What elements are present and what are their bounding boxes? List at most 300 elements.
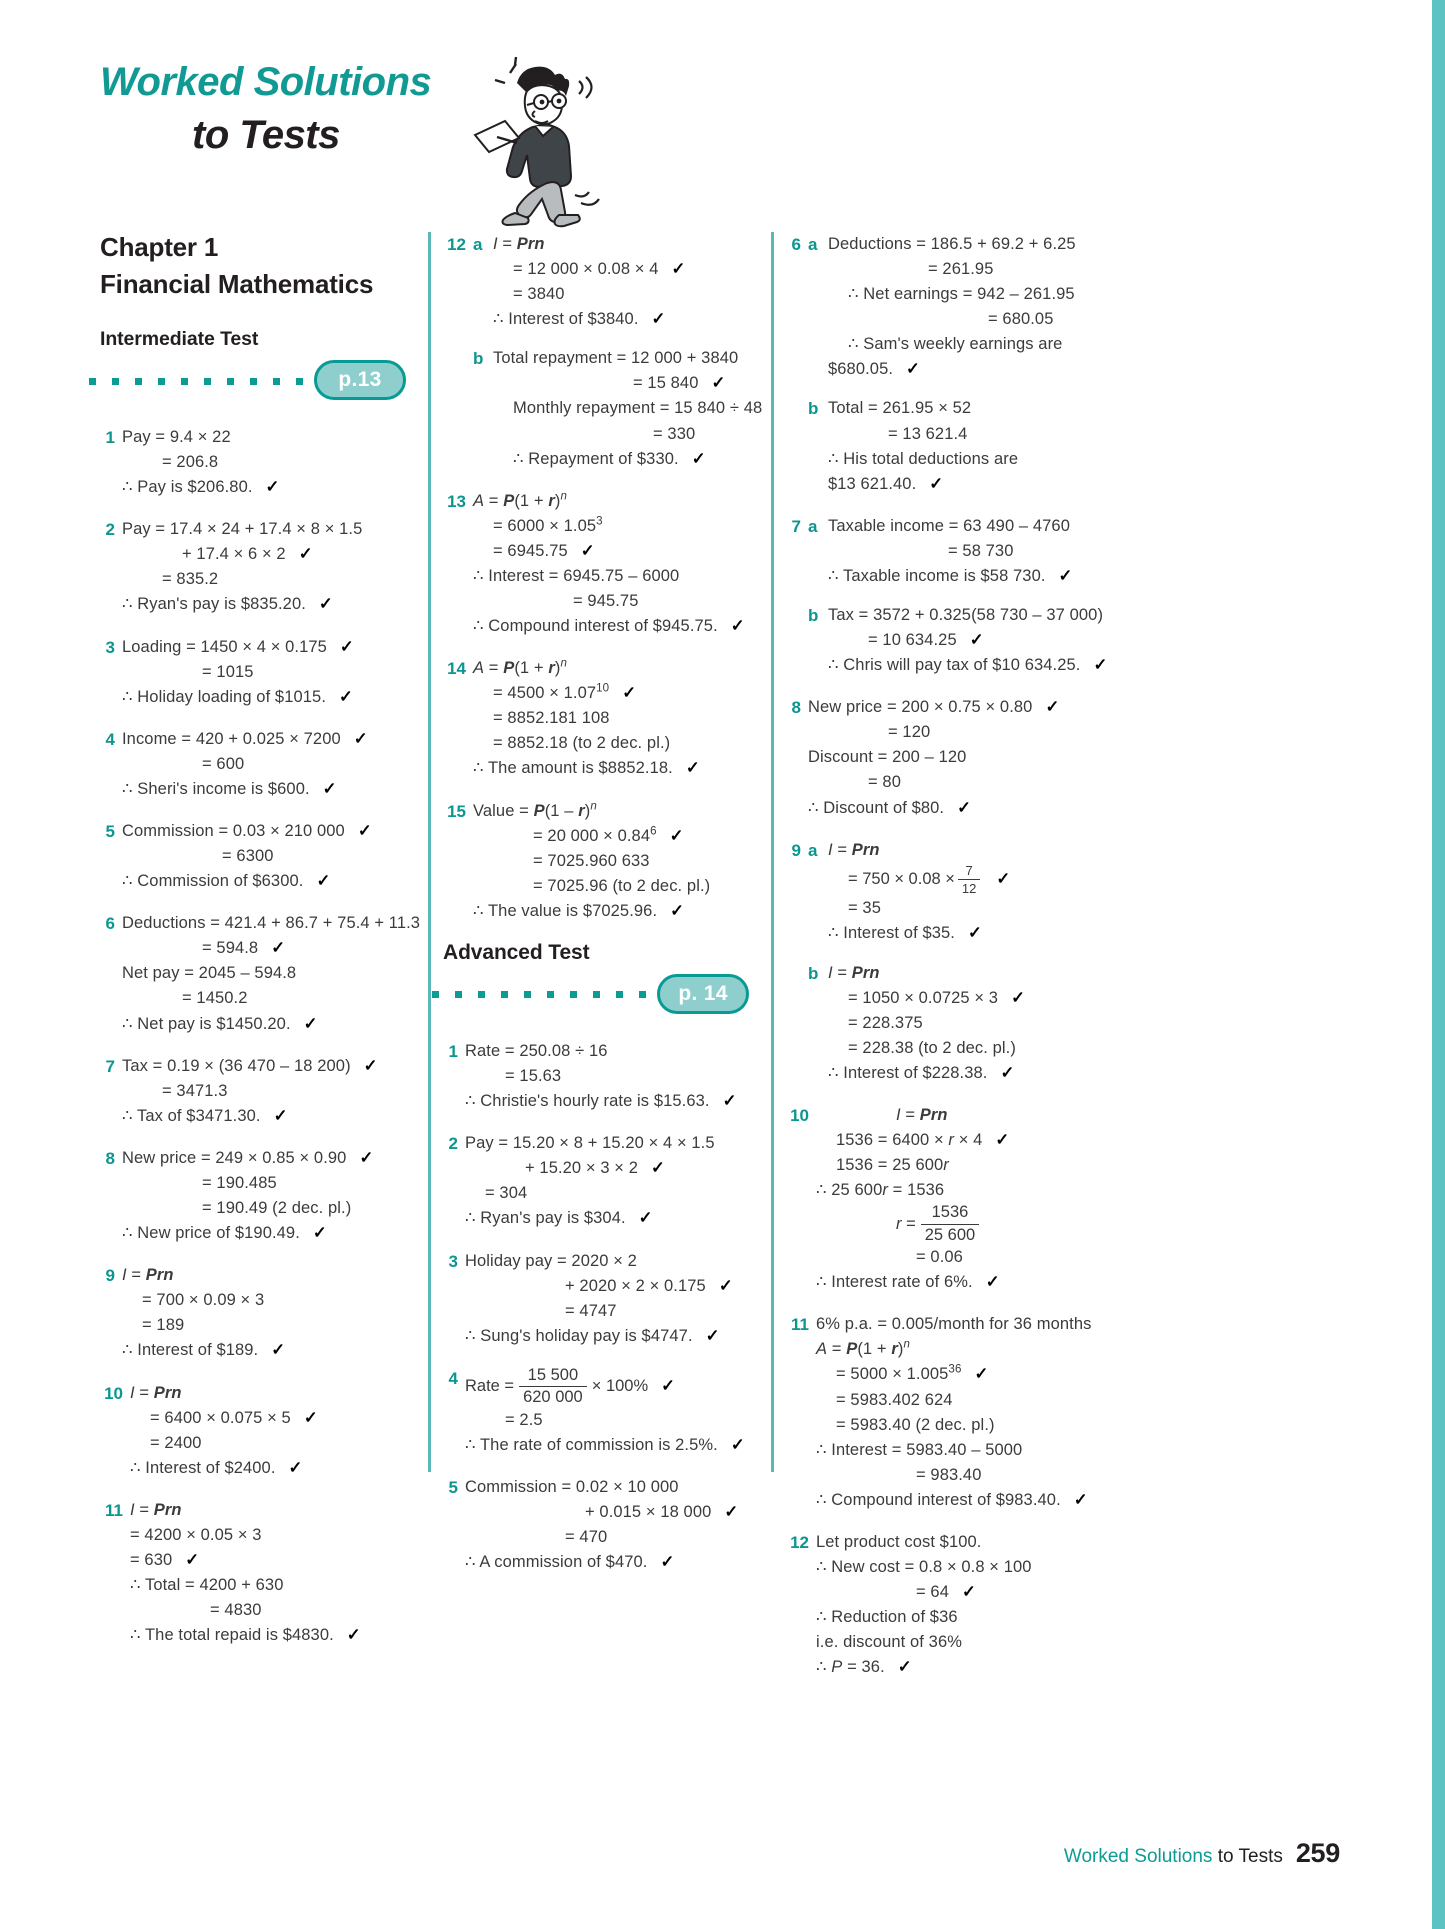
tick-icon: ✓ — [1000, 1063, 1015, 1082]
line-text: Holiday pay = 2020 × 2 — [465, 1251, 637, 1270]
solution-line — [493, 282, 763, 307]
solution-line — [465, 1324, 763, 1349]
line-text: r = — [896, 1214, 916, 1233]
solution-body — [130, 1381, 420, 1481]
solution-line — [816, 1605, 1126, 1630]
tick-icon: ✓ — [1093, 656, 1108, 675]
running-student-icon — [455, 55, 615, 230]
solution-line — [816, 1388, 1126, 1413]
fraction — [519, 1366, 587, 1408]
solution-line — [493, 371, 763, 396]
solution-body — [816, 1530, 1126, 1680]
solution-line — [816, 1312, 1126, 1337]
line-text: = 1015 — [202, 662, 254, 681]
solution-line — [122, 777, 420, 802]
solution-part-label: b — [808, 399, 819, 419]
page-badge-advanced[interactable]: p. 14 — [657, 974, 749, 1014]
solution-line — [816, 1488, 1126, 1513]
solution-body — [122, 911, 420, 1036]
solution-line — [465, 1500, 763, 1525]
line-text: ∴ Sheri's income is $600. — [122, 779, 310, 798]
line-text: $A = P(1 + r)^n$ — [473, 657, 567, 678]
solution-line — [122, 567, 420, 592]
tick-icon: ✓ — [339, 687, 353, 706]
solution-line — [465, 1525, 763, 1550]
solution-number: 3 — [105, 637, 115, 657]
line-text: ∴ His total deductions are — [828, 449, 1019, 468]
tick-icon: ✓ — [357, 822, 372, 841]
line-text: ∴ Interest = 6945.75 – 6000 — [473, 566, 680, 585]
line-text: = 5983.40 (2 dec. pl.) — [836, 1415, 995, 1434]
tick-icon: ✓ — [185, 1550, 200, 1569]
tick-icon: ✓ — [638, 1209, 653, 1228]
tick-icon: ✓ — [669, 826, 684, 845]
tick-icon: ✓ — [346, 1626, 361, 1645]
tick-icon: ✓ — [318, 595, 333, 614]
line-text: Commission = 0.03 × 210 000 — [122, 822, 345, 841]
line-text: ∴ Interest of $228.38. — [828, 1063, 988, 1082]
page-badge-intermediate[interactable]: p.13 — [314, 360, 406, 400]
solution-line — [493, 307, 763, 332]
solution-line — [828, 422, 1126, 447]
line-text: $13 621.40. — [828, 474, 917, 493]
solution-line — [122, 592, 420, 617]
solution-part — [808, 514, 1126, 589]
solution-line — [473, 656, 763, 681]
solution-line — [130, 1406, 420, 1431]
solution-body — [465, 1039, 763, 1114]
solution-line — [122, 1221, 420, 1246]
line-text: = 470 — [565, 1528, 608, 1547]
line-text: ∴ Discount of $80. — [808, 798, 945, 817]
line-text: Loading = 1450 × 4 × 0.175 — [122, 637, 327, 656]
line-text: ∴ Net pay is $1450.20. — [122, 1014, 291, 1033]
solution-line — [493, 232, 763, 257]
solution-line — [828, 921, 1126, 946]
solution-part — [808, 961, 1126, 1086]
solution-body — [122, 1054, 420, 1129]
line-text: Pay = 17.4 × 24 + 17.4 × 8 × 1.5 — [122, 520, 363, 539]
line-text: ∴ A commission of $470. — [465, 1553, 648, 1572]
solution-line — [473, 706, 763, 731]
solution-line — [828, 396, 1126, 421]
solution-body — [473, 799, 763, 924]
line-text: Rate = 250.08 ÷ 16 — [465, 1041, 608, 1060]
dotted-leader — [432, 991, 646, 998]
solution-line — [473, 589, 763, 614]
solution-item — [786, 514, 1126, 678]
fraction-denominator: 12 — [958, 879, 980, 896]
solution-line — [122, 425, 420, 450]
solution-line — [828, 307, 1126, 332]
solution-part-label: a — [808, 516, 818, 536]
solution-number: 10 — [790, 1105, 809, 1125]
solution-part — [473, 232, 763, 332]
line-text: ∴ Total = 4200 + 630 — [130, 1576, 284, 1595]
solution-line — [473, 799, 763, 824]
tick-icon: ✓ — [622, 684, 637, 703]
solution-item — [443, 1475, 763, 1575]
line-text: = 2400 — [150, 1433, 202, 1452]
tick-icon: ✓ — [974, 1365, 989, 1384]
line-text: Pay = 9.4 × 22 — [122, 428, 231, 446]
line-text: ∴ Tax of $3471.30. — [122, 1106, 261, 1125]
solution-item — [100, 727, 420, 802]
tick-icon: ✓ — [929, 474, 944, 493]
solution-line — [816, 1580, 1126, 1605]
line-text: = 2.5 — [505, 1410, 543, 1429]
solution-body — [465, 1366, 763, 1458]
tick-icon: ✓ — [730, 1435, 745, 1454]
solution-line — [465, 1181, 763, 1206]
solution-number: 15 — [447, 801, 466, 821]
solution-parts — [808, 232, 1126, 497]
footer-label-teal: Worked Solutions — [1063, 1846, 1213, 1867]
line-text: ∴ Ryan's pay is $835.20. — [122, 595, 306, 614]
tick-icon: ✓ — [322, 779, 337, 798]
solution-line — [130, 1523, 420, 1548]
intermediate-solutions-list — [100, 425, 420, 1648]
solution-line — [816, 1413, 1126, 1438]
tick-icon: ✓ — [691, 449, 706, 468]
line-text: Total repayment = 12 000 + 3840 — [493, 349, 739, 368]
line-text: Deductions = 421.4 + 86.7 + 75.4 + 11.3 — [122, 914, 421, 933]
solution-line — [122, 542, 420, 567]
masthead-line2: to Tests — [192, 113, 340, 157]
line-text: ∴ P = 36. — [816, 1658, 885, 1677]
solution-body — [473, 656, 763, 781]
line-text: 1536 = 6400 × r × 4 — [836, 1131, 983, 1149]
line-text: = 700 × 0.09 × 3 — [142, 1291, 265, 1310]
solution-line — [816, 1630, 1126, 1655]
solution-line — [122, 869, 420, 894]
line-text: = 261.95 — [928, 260, 994, 279]
line-text: = 15.63 — [505, 1067, 562, 1086]
page-number: 259 — [1295, 1838, 1340, 1868]
line-text: I = Prn — [130, 1383, 182, 1402]
solution-line — [473, 681, 763, 706]
line-text: = 228.375 — [848, 1013, 923, 1032]
solution-body — [828, 232, 1126, 382]
line-text: Income = 420 + 0.025 × 7200 — [122, 729, 341, 748]
solution-line — [465, 1433, 763, 1458]
solution-line — [465, 1064, 763, 1089]
solution-body — [828, 603, 1126, 678]
masthead-line1: Worked Solutions — [100, 60, 432, 104]
line-text: = 0.06 — [916, 1248, 963, 1267]
solution-number: 4 — [105, 729, 115, 749]
solution-number: 6 — [105, 914, 115, 934]
solution-item — [100, 1263, 420, 1363]
line-text: = $5000 \times 1.005^{36}$ — [836, 1363, 962, 1384]
line-text: ∴ Ryan's pay is $304. — [465, 1209, 626, 1228]
solution-line — [465, 1156, 763, 1181]
solution-body — [828, 961, 1126, 1086]
solution-line — [816, 1153, 1126, 1178]
fraction — [958, 863, 980, 897]
solution-line — [122, 1054, 420, 1079]
advanced-page-reference — [443, 971, 763, 1017]
solution-number: 12 — [790, 1532, 809, 1552]
solution-item — [443, 656, 763, 781]
solution-number: 8 — [791, 698, 801, 718]
solution-part-label: a — [808, 840, 818, 860]
solution-body — [816, 1103, 1126, 1295]
solution-line — [130, 1456, 420, 1481]
line-text: ∴ Interest of $35. — [828, 924, 955, 943]
tick-icon: ✓ — [265, 478, 280, 497]
solution-item — [443, 1249, 763, 1349]
tick-icon: ✓ — [995, 1131, 1010, 1149]
solution-line — [828, 1011, 1126, 1036]
line-text: = 945.75 — [573, 592, 639, 611]
solution-item — [786, 1530, 1126, 1680]
solution-line — [816, 1438, 1126, 1463]
footer-label-rest: to Tests — [1212, 1846, 1283, 1867]
line-text: × 100% — [591, 1377, 649, 1396]
solution-line — [473, 899, 763, 924]
tick-icon: ✓ — [651, 310, 666, 329]
solution-number: 7 — [105, 1056, 115, 1076]
line-text: New price = 200 × 0.75 × 0.80 — [808, 698, 1033, 717]
line-text: New price = 249 × 0.85 × 0.90 — [122, 1148, 347, 1167]
solution-body — [828, 396, 1126, 496]
solution-line — [465, 1131, 763, 1156]
solution-line — [816, 1103, 1126, 1128]
line-text: = 4830 — [210, 1601, 262, 1620]
tick-icon: ✓ — [316, 872, 331, 891]
line-text: = 6300 — [222, 847, 274, 866]
solution-line — [828, 332, 1126, 357]
solution-line — [816, 1530, 1126, 1555]
solution-item — [786, 838, 1126, 1086]
solution-line — [828, 447, 1126, 472]
line-text: ∴ Interest = 5983.40 – 5000 — [816, 1440, 1023, 1459]
tick-icon: ✓ — [288, 1458, 303, 1477]
solution-line — [473, 756, 763, 781]
solution-item — [100, 911, 420, 1036]
chapter-title: Financial Mathematics — [100, 269, 374, 299]
line-text: = 10 634.25 — [868, 631, 957, 650]
solution-part-label: b — [808, 963, 819, 983]
line-text: = 1450.2 — [182, 989, 248, 1008]
line-text: $680.05. — [828, 360, 894, 379]
line-text: = 206.8 — [162, 453, 219, 472]
solution-item — [786, 1312, 1126, 1513]
advanced-test-heading: Advanced Test — [443, 940, 590, 964]
solution-item — [443, 799, 763, 924]
line-text: = 15 840 — [633, 374, 699, 393]
line-text: ∴ Taxable income is $58 730. — [828, 566, 1046, 585]
solution-number: 4 — [448, 1368, 458, 1388]
line-text: = 3471.3 — [162, 1081, 228, 1100]
solution-line — [465, 1039, 763, 1064]
line-text: I = Prn — [122, 1266, 174, 1285]
solution-line — [808, 720, 1126, 745]
solution-body — [465, 1249, 763, 1349]
line-text: = 6945.75 — [493, 541, 568, 560]
solution-line — [828, 472, 1126, 497]
solution-line — [473, 614, 763, 639]
solution-line — [473, 849, 763, 874]
solution-body — [122, 727, 420, 802]
line-text: = 4747 — [565, 1301, 617, 1320]
tick-icon: ✓ — [1011, 988, 1026, 1007]
solution-line — [122, 727, 420, 752]
solution-number: 11 — [105, 1500, 123, 1520]
solution-item — [443, 1366, 763, 1458]
line-text: Value = P(1 – r)$^n$ — [473, 800, 597, 820]
content-columns — [0, 232, 1432, 1677]
solution-line — [828, 896, 1126, 921]
solution-line — [465, 1550, 763, 1575]
tick-icon: ✓ — [1045, 698, 1060, 717]
line-text: ∴ The value is $7025.96. — [473, 901, 658, 920]
tick-icon: ✓ — [660, 1553, 675, 1572]
solution-line — [828, 628, 1126, 653]
solution-line — [465, 1475, 763, 1500]
solution-line — [122, 660, 420, 685]
solution-parts — [473, 232, 763, 472]
solution-body — [122, 425, 420, 500]
solution-item — [100, 1146, 420, 1246]
line-text: ∴ Sung's holiday pay is $4747. — [465, 1326, 693, 1345]
column-2 — [443, 232, 763, 1592]
line-text: = 7025.960 633 — [533, 851, 650, 870]
line-text: i.e. discount of 36% — [816, 1633, 963, 1652]
line-text: Total = 261.95 × 52 — [828, 399, 972, 418]
line-text: = 835.2 — [162, 570, 219, 589]
solution-line — [473, 824, 763, 849]
advanced-solutions-list-continued — [786, 232, 1126, 1680]
solution-line — [122, 911, 420, 936]
solution-body — [465, 1131, 763, 1231]
solution-line — [465, 1249, 763, 1274]
solution-line — [828, 653, 1126, 678]
solution-line — [122, 635, 420, 660]
tick-icon: ✓ — [661, 1377, 675, 1396]
solution-line — [808, 745, 1126, 770]
solution-line — [122, 1263, 420, 1288]
solution-line — [816, 1178, 1126, 1203]
solution-item — [443, 1039, 763, 1114]
tick-icon: ✓ — [1073, 1490, 1088, 1509]
line-text: $A = P(1 + r)^n$ — [816, 1338, 910, 1359]
tick-icon: ✓ — [897, 1658, 912, 1677]
solution-line — [122, 844, 420, 869]
tick-icon: ✓ — [670, 901, 685, 920]
line-text: ∴ Interest rate of 6%. — [816, 1273, 973, 1292]
solution-line — [816, 1655, 1126, 1680]
column-1 — [100, 232, 420, 1665]
solution-line — [465, 1299, 763, 1324]
solution-part — [808, 232, 1126, 382]
line-text: = $6000 \times 1.05^3$ — [493, 515, 603, 535]
solution-line — [808, 695, 1126, 720]
line-text: = 680.05 — [988, 310, 1054, 329]
tick-icon: ✓ — [271, 939, 286, 958]
tick-icon: ✓ — [957, 798, 972, 817]
tick-icon: ✓ — [724, 1502, 739, 1521]
solution-line — [122, 685, 420, 710]
line-text: ∴ The total repaid is $4830. — [130, 1626, 334, 1645]
line-text: I = Prn — [828, 963, 880, 982]
line-text: ∴ Chris will pay tax of $10 634.25. — [828, 656, 1081, 675]
solution-item — [443, 489, 763, 639]
solution-line — [473, 874, 763, 899]
solution-line — [122, 517, 420, 542]
tick-icon: ✓ — [580, 541, 595, 560]
line-text: = 64 — [916, 1583, 949, 1602]
solution-body — [122, 635, 420, 710]
line-text: I = Prn — [493, 235, 545, 253]
line-text: Rate = — [465, 1377, 515, 1396]
line-text: $A = P(1 + r)^n$ — [473, 490, 567, 510]
solution-item — [100, 1381, 420, 1481]
tick-icon: ✓ — [711, 374, 726, 393]
line-text: Let product cost $100. — [816, 1532, 982, 1551]
solution-line — [122, 450, 420, 475]
line-text: Commission = 0.02 × 10 000 — [465, 1477, 679, 1496]
fraction-denominator: 620 000 — [519, 1386, 587, 1407]
solution-line — [808, 770, 1126, 795]
solution-line — [816, 1463, 1126, 1488]
solution-item — [100, 425, 420, 500]
solution-number: 7 — [791, 516, 801, 536]
tick-icon: ✓ — [303, 1408, 318, 1427]
solution-line — [122, 1146, 420, 1171]
line-text: = 58 730 — [948, 541, 1014, 560]
line-text: + 15.20 × 3 × 2 — [525, 1159, 638, 1178]
line-text: = 304 — [485, 1184, 528, 1203]
solution-item — [786, 232, 1126, 497]
footer-label — [1064, 1846, 1283, 1868]
line-text: ∴ Interest of $2400. — [130, 1458, 276, 1477]
solution-line — [473, 489, 763, 514]
solution-line — [130, 1623, 420, 1648]
tick-icon: ✓ — [650, 1159, 665, 1178]
line-text: = 330 — [653, 424, 696, 443]
solution-line — [828, 961, 1126, 986]
solution-line — [828, 257, 1126, 282]
tick-icon: ✓ — [339, 637, 354, 656]
line-text: = 5983.402 624 — [836, 1390, 953, 1409]
solution-parts — [808, 838, 1126, 1086]
solution-part-label: a — [808, 235, 818, 254]
line-text: ∴ The rate of commission is 2.5%. — [465, 1435, 718, 1454]
solution-line — [130, 1381, 420, 1406]
solution-line — [473, 731, 763, 756]
solution-line — [122, 1079, 420, 1104]
solution-body — [493, 346, 763, 471]
line-text: ∴ 25 600r = 1536 — [816, 1181, 945, 1200]
line-text: = 8852.181 108 — [493, 709, 610, 728]
line-text: = 13 621.4 — [888, 424, 968, 443]
solution-item — [100, 819, 420, 894]
solution-line — [828, 838, 1126, 863]
fraction-numerator: 15 500 — [527, 1365, 579, 1384]
line-text: ∴ Holiday loading of $1015. — [122, 687, 327, 706]
solution-line — [828, 1061, 1126, 1086]
solution-part-label: b — [808, 606, 819, 626]
line-text: = 120 — [888, 723, 931, 742]
line-text: Taxable income = 63 490 – 4760 — [828, 516, 1070, 535]
solution-line — [465, 1206, 763, 1231]
solution-number: 9 — [105, 1266, 115, 1286]
solution-line — [122, 1196, 420, 1221]
solution-line — [465, 1408, 763, 1433]
line-text: = 189 — [142, 1316, 185, 1335]
